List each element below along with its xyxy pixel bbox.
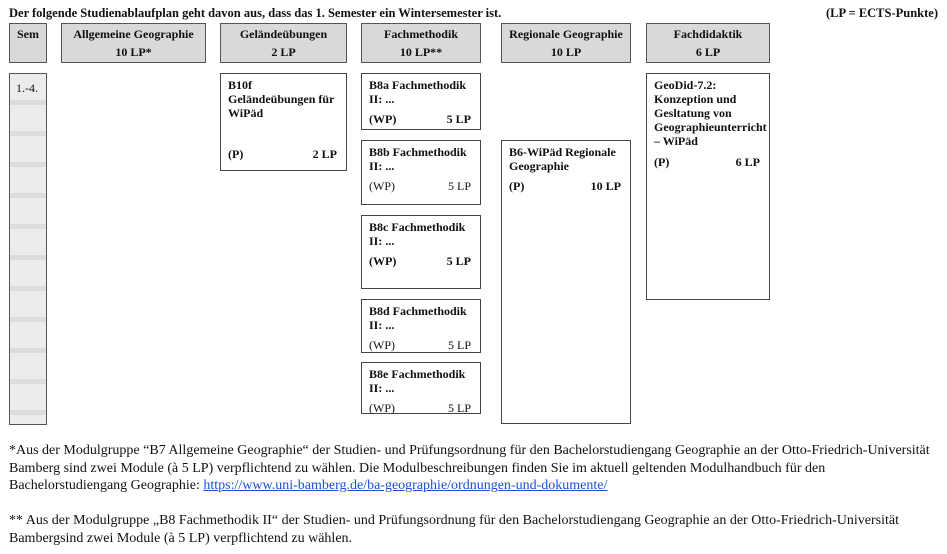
footnote-1-text: *Aus der Modulgruppe “B7 Allgemeine Geographie“ der Studien- und Prüfungsordnung für den Bachelorstudiengang Geographie an der Otto-Friedrich-Universität Bamberg sind zwei Module (à 5 LP) verpflichtend zu wählen. Die Modulbeschreibungen finden Sie im aktuell geltenden Modulhandbuch für den Bachelorstudiengang Geographie: — [9, 443, 930, 493]
header-lp: 10 LP — [550, 45, 582, 59]
header-regionale-geographie — [501, 23, 631, 63]
module-b6 — [501, 140, 631, 424]
module-type: (WP) — [369, 338, 395, 352]
header-title: Geländeübungen — [239, 27, 328, 41]
module-lp: 5 LP — [446, 112, 471, 126]
intro-text: Der folgende Studienablaufplan geht davon aus, dass das 1. Semester ein Wintersemester ist. — [9, 6, 502, 20]
footnote-2-text: ** Aus der Modulgruppe „B8 Fachmethodik II“ der Studien- und Prüfungsordnung für den Bachelorstudiengang Geographie an der Otto-Friedrich-Universität Bambergsind zwei Module (à 5 LP) verpflichtend zu wählen. — [9, 513, 899, 546]
module-b8e — [361, 362, 481, 414]
module-title: B8e Fachmethodik II: ... — [369, 367, 466, 395]
header-lp: 2 LP — [271, 45, 296, 59]
header-lp: 10 LP* — [115, 45, 152, 59]
module-title: B8c Fachmethodik II: ... — [369, 220, 466, 248]
module-lp: 10 LP — [590, 179, 621, 193]
header-gelaendeuebungen — [220, 23, 347, 63]
module-title: GeoDid-7.2: Konzeption und Gesltatung von Geographieunterricht – WiPäd — [654, 78, 767, 148]
module-type: (WP) — [369, 401, 395, 415]
module-type: (WP) — [369, 112, 397, 126]
header-title: Allgemeine Geographie — [73, 27, 194, 41]
intro-line — [9, 6, 938, 22]
semester-label: 1.-4. — [16, 81, 38, 95]
header-lp: 6 LP — [695, 45, 721, 59]
module-lp: 5 LP — [447, 401, 471, 415]
module-lp: 6 LP — [735, 155, 760, 169]
header-sem-title: Sem — [17, 27, 39, 41]
module-type: (WP) — [369, 254, 397, 268]
module-title: B8a Fachmethodik II: ... — [369, 78, 467, 106]
header-title: Regionale Geographie — [509, 27, 623, 41]
module-type: (WP) — [369, 179, 395, 193]
module-title: B10f Geländeübungen für WiPäd — [228, 78, 335, 120]
module-lp: 2 LP — [312, 147, 337, 161]
module-title: B6-WiPäd Regionale Geographie — [509, 145, 616, 173]
module-b8d — [361, 299, 481, 353]
module-lp: 5 LP — [446, 254, 471, 268]
module-lp: 5 LP — [447, 179, 471, 193]
header-title: Fachmethodik — [383, 27, 458, 41]
header-fachmethodik — [361, 23, 481, 63]
header-fachdidaktik — [646, 23, 770, 63]
footnote-1 — [9, 442, 941, 495]
module-type: (P) — [228, 147, 244, 161]
module-type: (P) — [654, 155, 670, 169]
module-geodid — [646, 73, 770, 300]
footnote-2 — [9, 512, 941, 547]
header-allgemeine-geographie — [61, 23, 206, 63]
header-title: Fachdidaktik — [673, 27, 743, 41]
module-b8c — [361, 215, 481, 289]
module-type: (P) — [509, 179, 525, 193]
header-sem — [9, 23, 47, 63]
module-lp: 5 LP — [447, 338, 471, 352]
module-title: B8b Fachmethodik II: ... — [369, 145, 467, 173]
module-b8a — [361, 73, 481, 130]
module-title: B8d Fachmethodik II: ... — [369, 304, 467, 332]
semester-column — [9, 73, 47, 425]
header-lp: 10 LP** — [399, 45, 443, 59]
module-b8b — [361, 140, 481, 205]
lp-note: (LP = ECTS-Punkte) — [826, 6, 938, 20]
footnote-link[interactable]: https://www.uni-bamberg.de/ba-geographie/ordnungen-und-dokumente/ — [203, 478, 608, 493]
module-b10f — [220, 73, 347, 171]
